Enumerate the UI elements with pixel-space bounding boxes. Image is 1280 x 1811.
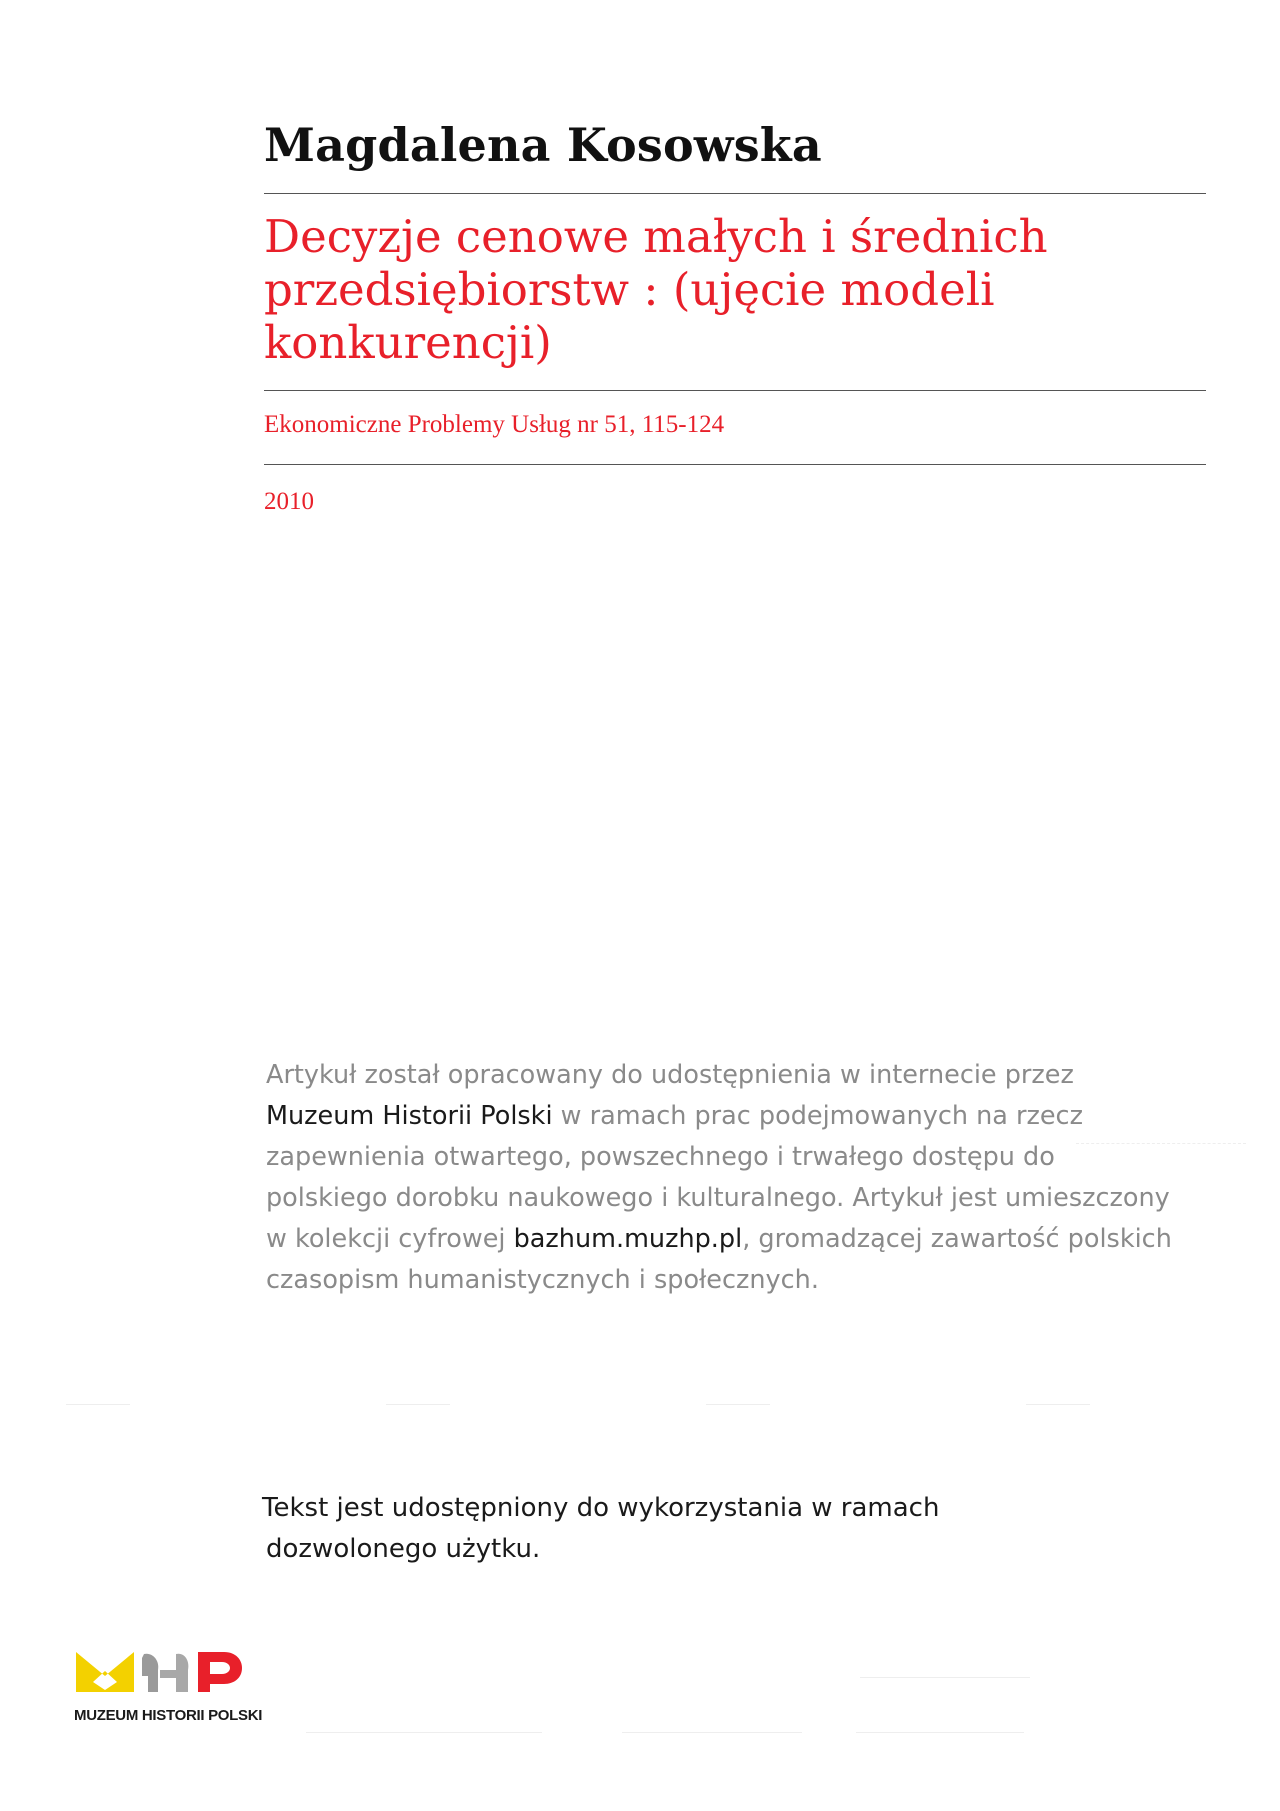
license-line: dozwolonego użytku. [266, 1534, 541, 1564]
divider [264, 390, 1206, 391]
notice-line: w kolekcji cyfrowej bazhum.muzhp.pl, gromadzącej zawartość polskich [266, 1224, 1172, 1254]
logo-caption: MUZEUM HISTORII POLSKI [74, 1707, 263, 1724]
license-notice [262, 1488, 939, 1570]
notice-line: Muzeum Historii Polski w ramach prac podejmowanych na rzecz [266, 1101, 1083, 1131]
logo-h-shape [160, 1654, 188, 1692]
license-line: Tekst jest udostępniony do wykorzystania w ramach [262, 1493, 940, 1523]
notice-line: zapewnienia otwartego, powszechnego i trwałego dostępu do [266, 1142, 1055, 1172]
logo-h-shape [142, 1654, 158, 1692]
collection-link[interactable]: bazhum.muzhp.pl [513, 1224, 743, 1254]
notice-line: Artykuł został opracowany do udostępnienia w internecie przez [266, 1060, 1074, 1090]
scan-artifact [386, 1404, 450, 1405]
divider [264, 464, 1206, 465]
logo-m-shape [76, 1652, 134, 1692]
museum-name: Muzeum Historii Polski [266, 1101, 553, 1131]
author-name: Magdalena Kosowska [264, 118, 822, 172]
source-citation: Ekonomiczne Problemy Usług nr 51, 115-124 [264, 411, 725, 438]
article-title: Decyzje cenowe małych i średnich przedsiębiorstw : (ujęcie modeli konkurencji) [264, 210, 1048, 369]
publication-year: 2010 [264, 488, 314, 515]
scan-artifact [706, 1404, 770, 1405]
scan-artifact [66, 1404, 130, 1405]
notice-line: czasopism humanistycznych i społecznych. [266, 1265, 819, 1295]
notice-line: polskiego dorobku naukowego i kulturalnego. Artykuł jest umieszczony [266, 1183, 1170, 1213]
scan-artifact [860, 1677, 1030, 1678]
scan-artifact [622, 1732, 802, 1733]
scan-artifact [1026, 1404, 1090, 1405]
logo-p-shape [198, 1652, 242, 1692]
scan-artifact [856, 1732, 1024, 1733]
scan-artifact [306, 1732, 542, 1733]
scan-artifact [1076, 1143, 1246, 1144]
digitization-notice [266, 1055, 1226, 1301]
divider [264, 193, 1206, 194]
